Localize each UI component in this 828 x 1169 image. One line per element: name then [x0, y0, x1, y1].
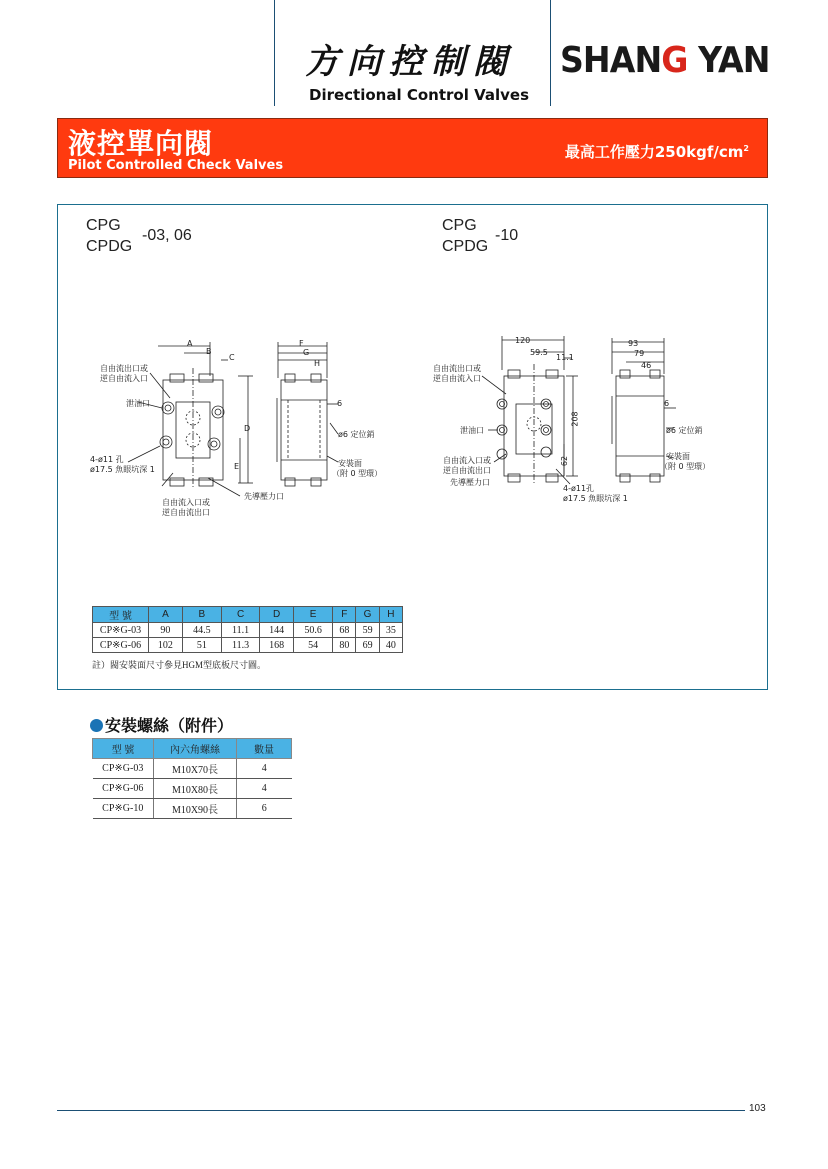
col-screw: 內六角螺絲 [154, 739, 237, 759]
category-banner [57, 118, 768, 178]
bullet-icon [90, 719, 103, 732]
max-pressure: 最高工作壓力$250kgf/cm^2$ [564, 143, 749, 161]
table-row: CP※G-03 M10X70長 4 [93, 759, 292, 779]
left-dim-f: F [299, 339, 304, 348]
table-row: CP※G-10 M10X90長 6 [93, 799, 292, 819]
model-right-line2: CPDG [442, 238, 489, 255]
right-dim-6: 6 [664, 399, 670, 408]
left-dim-6: 6 [337, 399, 343, 408]
left-label-free-in: 自由流入口或 [162, 498, 210, 507]
left-label-rev-out: 逆自由流出口 [162, 508, 210, 517]
left-label-hole2: ø17.5 魚眼坑深 1 [90, 465, 155, 474]
left-label-pilot: 先導壓力口 [244, 492, 284, 501]
header-right-rule [550, 0, 551, 106]
page-title-en: Directional Control Valves [309, 86, 529, 104]
col-a: A [149, 607, 183, 623]
left-dim-a: A [187, 339, 193, 348]
right-dim-208: 208 [570, 411, 580, 427]
left-label-mount: 安裝面 [338, 459, 362, 468]
left-dim-b: B [206, 347, 212, 356]
model-right-line1: CPG [442, 217, 477, 234]
model-left-suffix: -03, 06 [142, 227, 192, 244]
table-row: CP※G-03 90 44.5 11.1 144 50.6 68 59 35 [93, 623, 403, 638]
header-left-rule [274, 0, 275, 106]
table-row: CP※G-06 M10X80長 4 [93, 779, 292, 799]
left-label-drain: 泄油口 [126, 399, 150, 408]
banner-title-cn: 液控單向閥 [68, 127, 214, 160]
right-dim-62: 62 [560, 455, 570, 467]
right-dim-46: 46 [641, 361, 652, 370]
left-label-oring: （附 0 型環） [332, 469, 383, 478]
left-label-port-rev-in: 逆自由流入口 [100, 374, 148, 383]
right-label-port-rev-in: 逆自由流入口 [433, 374, 481, 383]
right-label-free-in: 自由流入口或 [443, 456, 491, 465]
screws-table [92, 738, 292, 819]
right-label-port-free-out: 自由流出口或 [433, 364, 481, 373]
right-label-mount: 安裝面 [666, 452, 690, 461]
right-dim-93: 93 [628, 339, 639, 348]
left-label-port-free-out: 自由流出口或 [100, 364, 148, 373]
model-left-line1: CPG [86, 217, 121, 234]
right-dim-120: 120 [515, 336, 531, 345]
banner-title-en: Pilot Controlled Check Valves [68, 158, 284, 173]
right-label-pilot: 先導壓力口 [450, 478, 490, 487]
left-label-hole1: 4-ø11 孔 [90, 455, 124, 464]
page-title-cn: 方向控制閥 [305, 42, 515, 82]
col-model: 型 號 [93, 739, 154, 759]
right-label-pin: ø6 定位銷 [666, 426, 703, 435]
page-number: 103 [749, 1103, 766, 1114]
left-dim-h: H [314, 359, 321, 368]
screws-section-title: 安裝螺絲（附件） [90, 713, 233, 736]
dimension-table-header [93, 607, 403, 623]
right-label-rev-out: 逆自由流出口 [443, 466, 491, 475]
dimension-table [92, 606, 403, 653]
footer-rule [57, 1110, 745, 1111]
right-label-oring: （附 0 型環） [660, 462, 711, 471]
col-e: E [294, 607, 333, 623]
right-dim-59-5: 59.5 [530, 348, 548, 357]
col-d: D [260, 607, 294, 623]
table-row: CP※G-06 102 51 11.3 168 54 80 69 40 [93, 638, 403, 653]
right-dim-11-1: 11.1 [556, 353, 574, 362]
col-model: 型 號 [93, 607, 149, 623]
col-c: C [221, 607, 259, 623]
right-label-hole2: ø17.5 魚眼坑深 1 [563, 494, 628, 503]
screws-table-header [93, 739, 292, 759]
drawing-right [480, 334, 720, 504]
dimension-note: 註）閥安裝面尺寸參見HGM型底板尺寸圖。 [92, 660, 267, 670]
left-dim-c: C [229, 353, 235, 362]
col-f: F [333, 607, 356, 623]
left-dim-e: E [234, 462, 240, 471]
model-left-line2: CPDG [86, 238, 133, 255]
col-g: G [356, 607, 379, 623]
right-dim-79: 79 [634, 349, 645, 358]
col-h: H [379, 607, 402, 623]
model-right-suffix: -10 [495, 227, 519, 244]
right-label-drain: 泄油口 [460, 426, 484, 435]
right-label-hole1: 4-ø11孔 [563, 484, 595, 493]
left-dim-g: G [303, 348, 310, 357]
brand-logo: SHANG YAN [560, 40, 770, 81]
col-b: B [182, 607, 221, 623]
col-qty: 數量 [237, 739, 292, 759]
left-label-pin: ø6 定位銷 [338, 430, 375, 439]
left-dim-d: D [244, 424, 251, 433]
